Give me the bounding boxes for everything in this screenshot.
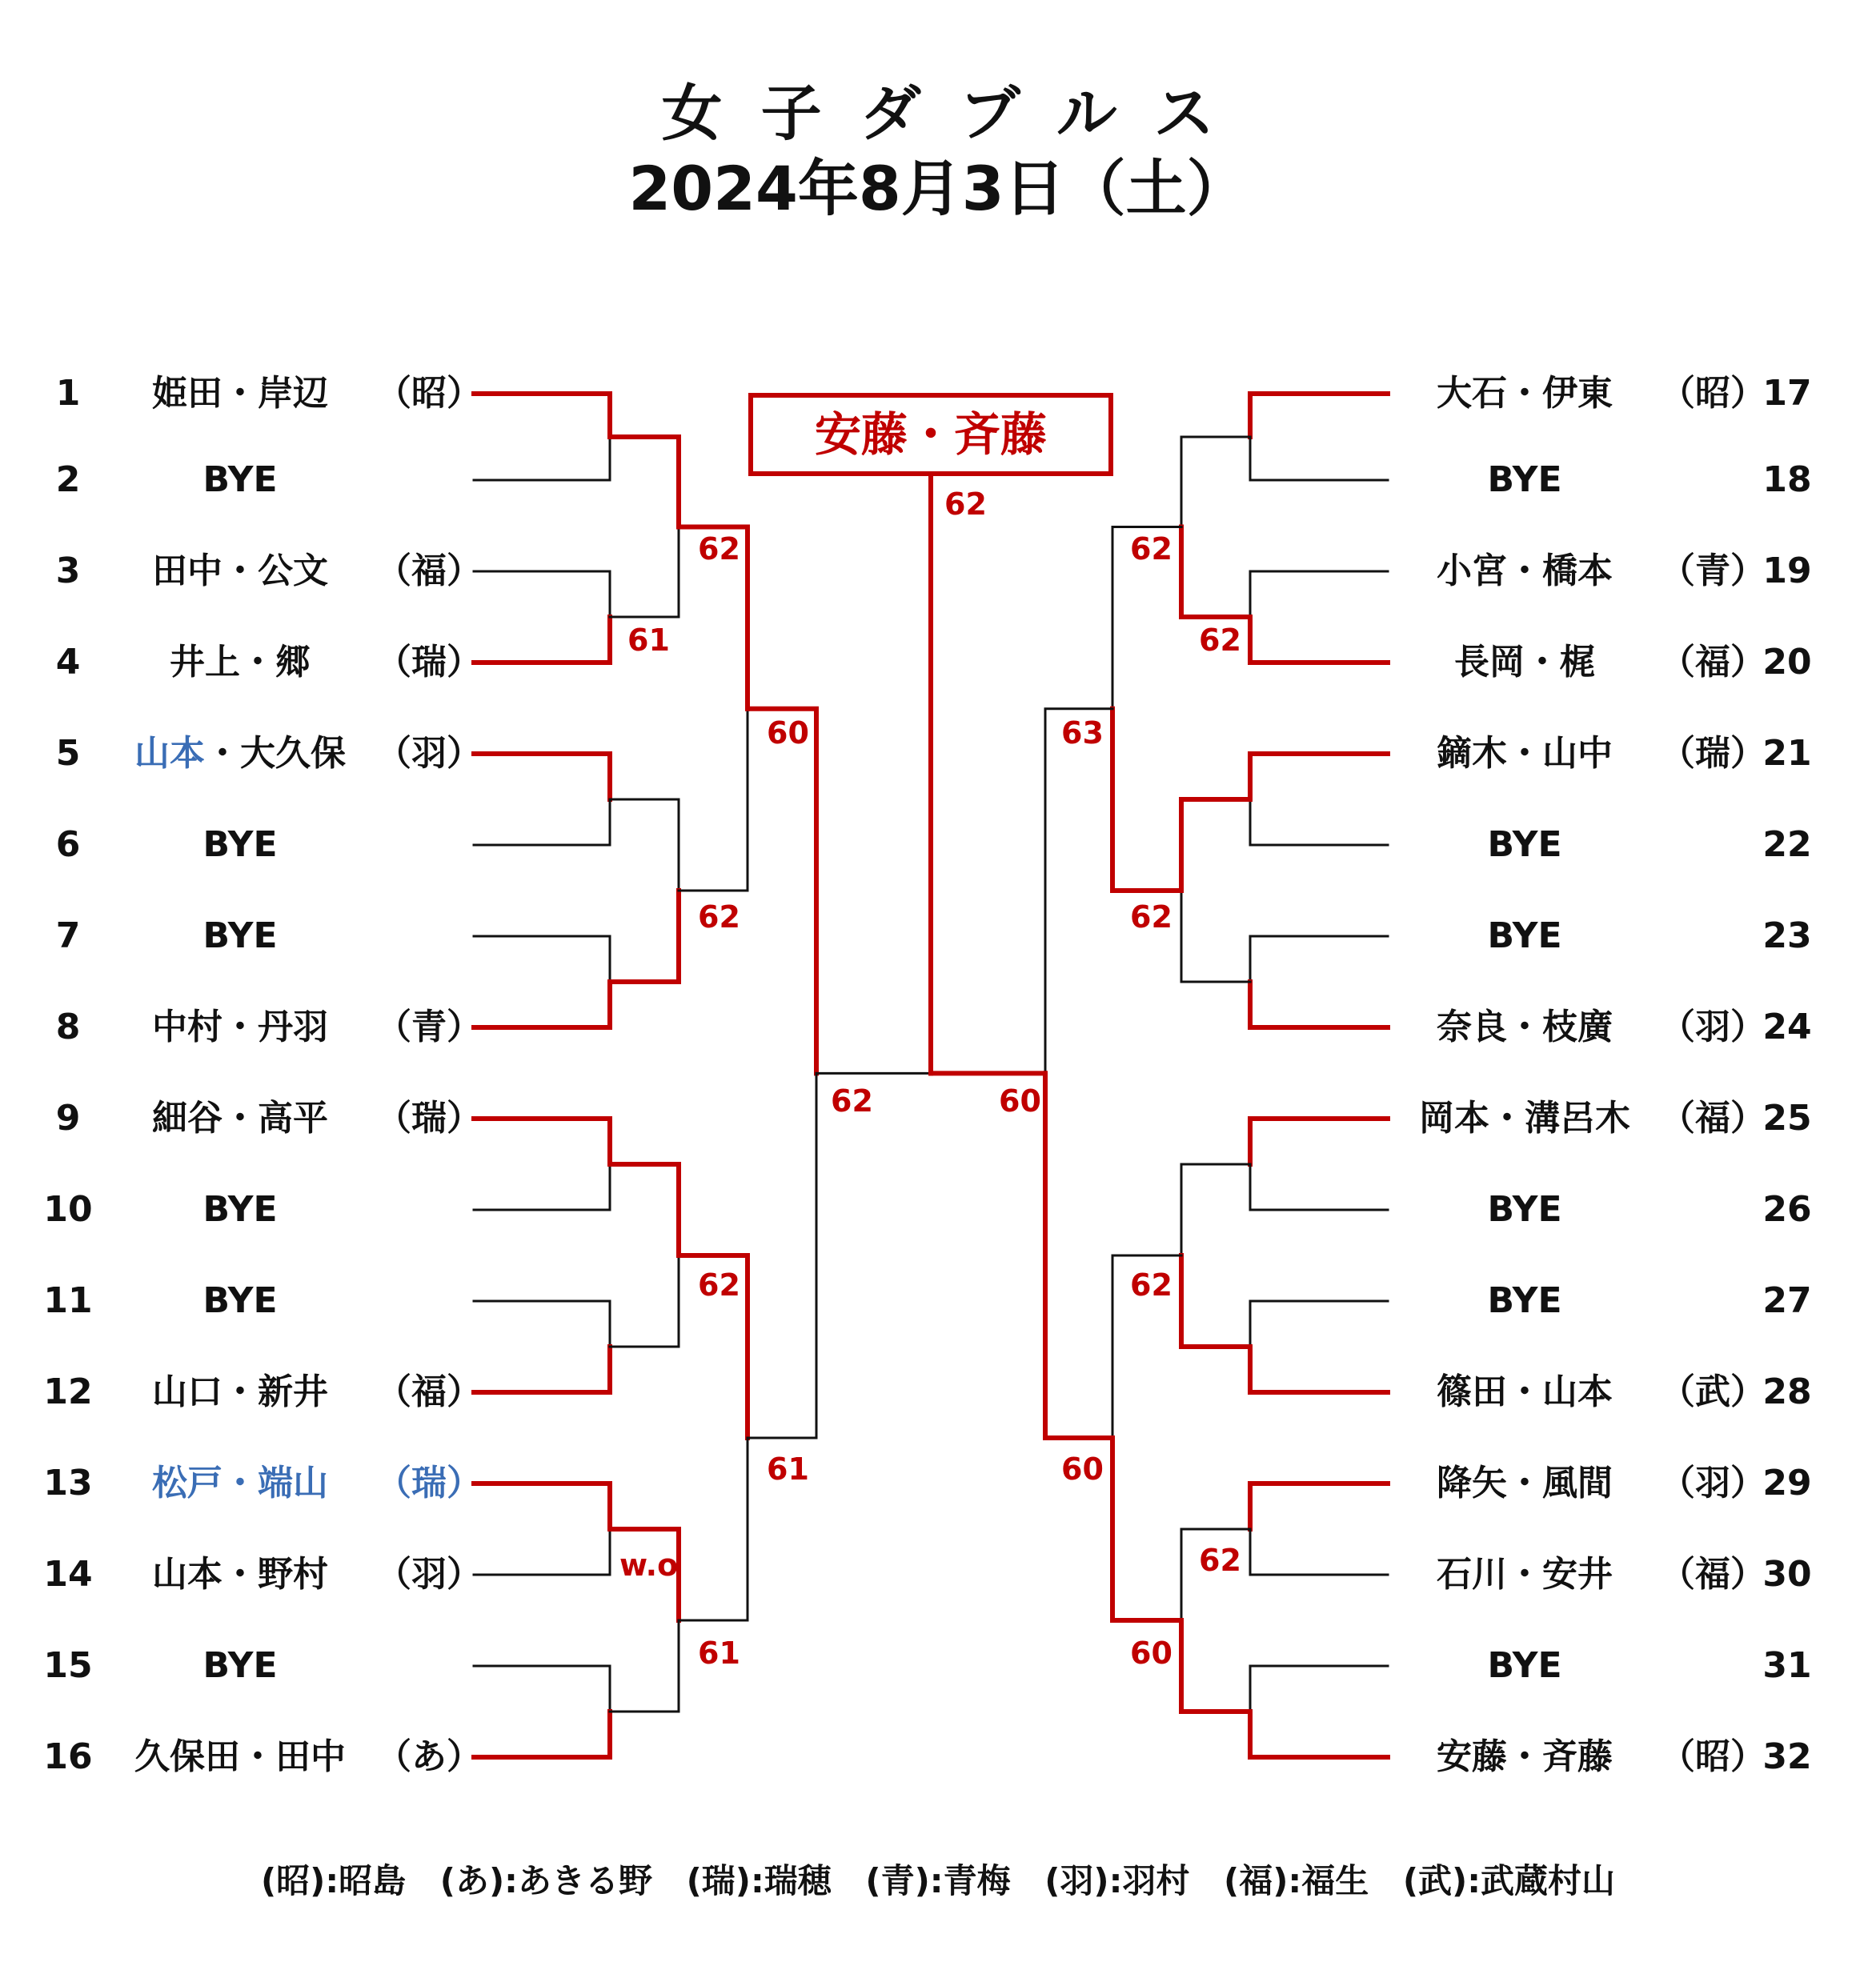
affiliation [1660, 912, 1756, 960]
seed-number: 19 [1762, 551, 1812, 591]
seed-number: 11 [43, 1280, 93, 1321]
bracket-line [474, 1529, 610, 1575]
player-names: 鏑木・山中 [1437, 733, 1613, 774]
score-label: 62 [1199, 623, 1241, 658]
legend-item: (青):青梅 [865, 1861, 1011, 1900]
affiliation: （福） [376, 551, 482, 591]
player-names: 山本・野村 [152, 1554, 328, 1595]
player-name-highlight: 山本 [134, 733, 205, 774]
player-names: 長岡・梶 [1454, 642, 1595, 683]
affiliation: （瑞） [376, 642, 482, 683]
affiliation: （瑞） [376, 1098, 482, 1139]
affiliation [1660, 456, 1756, 504]
player-names: BYE [202, 915, 278, 956]
bracket-line [1250, 437, 1388, 480]
bracket-line [610, 799, 679, 891]
player-names: 篠田・山本 [1437, 1371, 1613, 1412]
score-label: 62 [698, 899, 740, 935]
score-label: 62 [1130, 531, 1172, 567]
player-names: 松戸・端山 [152, 1463, 328, 1504]
affiliation [1660, 1186, 1756, 1234]
score-label: 61 [627, 623, 670, 658]
bracket-line [1250, 1164, 1388, 1210]
seed-number: 31 [1762, 1645, 1812, 1686]
seed-number: 18 [1762, 459, 1812, 500]
seed-number: 10 [43, 1189, 93, 1230]
affiliation: （福） [1660, 1554, 1766, 1595]
score-label: 62 [1199, 1543, 1241, 1578]
player-names: 小宮・橋本 [1437, 551, 1613, 591]
legend-item: (福):福生 [1224, 1861, 1369, 1900]
seed-number: 2 [55, 459, 81, 500]
player-names: BYE [202, 1189, 278, 1230]
score-label: 62 [944, 486, 987, 522]
affiliation-legend [0, 1855, 1876, 1903]
winner-path [1250, 1119, 1388, 1164]
score-label: 62 [698, 531, 740, 567]
seed-number: 27 [1762, 1280, 1812, 1321]
seed-number: 8 [55, 1007, 81, 1047]
seed-number: 9 [55, 1098, 81, 1139]
bracket-title: 女子ダブルス [661, 78, 1253, 149]
legend-item: (昭):昭島 [260, 1861, 407, 1900]
winner-path [1181, 1620, 1250, 1712]
seed-number: 22 [1762, 824, 1812, 865]
score-label: 62 [1130, 899, 1172, 935]
legend-item: (羽):羽村 [1044, 1861, 1190, 1900]
player-names: 井上・郷 [170, 642, 311, 683]
affiliation [1660, 1642, 1756, 1690]
bracket-line [474, 1301, 610, 1347]
player-names: BYE [1487, 1645, 1562, 1686]
bracket-line [1181, 437, 1250, 527]
bracket-line [1045, 709, 1112, 1074]
seed-number: 20 [1762, 642, 1812, 683]
seed-number: 5 [55, 733, 81, 774]
score-label: 60 [1061, 1451, 1104, 1487]
player-names: BYE [202, 824, 278, 865]
score-label: 63 [1061, 715, 1104, 751]
affiliation: （昭） [376, 373, 482, 414]
affiliation [1660, 1277, 1756, 1325]
seed-number: 23 [1762, 915, 1812, 956]
affiliation: （あ） [376, 1736, 482, 1777]
seed-number: 15 [43, 1645, 93, 1686]
bracket-line [1181, 891, 1250, 982]
seed-number: 30 [1762, 1554, 1812, 1595]
winner-path [1250, 1483, 1388, 1529]
winner-path [474, 1347, 610, 1392]
bracket-line [1250, 1301, 1388, 1347]
affiliation: （武） [1660, 1371, 1766, 1412]
seed-number: 13 [43, 1463, 93, 1504]
player-names: BYE [202, 1645, 278, 1686]
player-names: 石川・安井 [1437, 1554, 1613, 1595]
score-label: w.o [619, 1548, 679, 1583]
score-label: 62 [831, 1083, 873, 1119]
winner-path [1250, 982, 1388, 1027]
score-label: 60 [767, 715, 809, 751]
winner-path [474, 1119, 610, 1164]
player-names: BYE [1487, 1189, 1562, 1230]
player-names: BYE [1487, 824, 1562, 865]
seed-number: 14 [43, 1554, 93, 1595]
player-names: 降矢・風間 [1437, 1463, 1613, 1504]
winner-path [610, 1164, 679, 1255]
affiliation: （昭） [1660, 373, 1766, 414]
affiliation: （羽） [1660, 1463, 1766, 1504]
winner-path [1250, 754, 1388, 799]
bracket-line [748, 1073, 816, 1438]
winner-path [474, 1483, 610, 1529]
affiliation: （青） [1660, 551, 1766, 591]
seed-number: 28 [1762, 1371, 1812, 1412]
player-names: 奈良・枝廣 [1437, 1007, 1613, 1047]
seed-number: 1 [55, 373, 81, 414]
bracket-line [474, 936, 610, 982]
seed-number: 17 [1762, 373, 1812, 414]
winner-path [1112, 709, 1181, 891]
bracket-line [679, 1438, 748, 1620]
affiliation: （青） [376, 1007, 482, 1047]
bracket-line [1250, 571, 1388, 617]
affiliation: （福） [1660, 642, 1766, 683]
bracket-line [474, 571, 610, 617]
seed-number: 29 [1762, 1463, 1812, 1504]
player-names: 田中・公文 [152, 551, 328, 591]
winner-path [474, 617, 610, 663]
bracket-line [1250, 1666, 1388, 1712]
affiliation [376, 1186, 472, 1234]
legend-item: (あ):あきる野 [439, 1861, 652, 1900]
bracket-line [474, 799, 610, 845]
player-names: BYE [202, 459, 278, 500]
player-names: BYE [1487, 1280, 1562, 1321]
affiliation [376, 1642, 472, 1690]
player-names: BYE [1487, 459, 1562, 500]
player-names: 細谷・高平 [152, 1098, 328, 1139]
bracket-date: 2024年8月3日（土） [628, 153, 1248, 224]
affiliation: （瑞） [1660, 733, 1766, 774]
winner-path [610, 891, 679, 982]
bracket-line [1250, 936, 1388, 982]
player-names: 中村・丹羽 [152, 1007, 328, 1047]
affiliation: （福） [376, 1371, 482, 1412]
bracket-line [1250, 1529, 1388, 1575]
affiliation: （昭） [1660, 1736, 1766, 1777]
seed-number: 6 [55, 824, 81, 865]
score-label: 60 [999, 1083, 1041, 1119]
seed-number: 32 [1762, 1736, 1812, 1777]
seed-number: 21 [1762, 733, 1812, 774]
bracket-line [679, 709, 748, 891]
bracket-line [474, 1164, 610, 1210]
score-label: 61 [767, 1451, 809, 1487]
winner-path [1250, 1712, 1388, 1757]
player-name-rest: ・大久保 [205, 733, 346, 774]
bracket-line [1181, 1164, 1250, 1255]
score-label: 62 [698, 1267, 740, 1303]
seed-number: 3 [55, 551, 81, 591]
seed-number: 4 [55, 642, 81, 683]
winner-path [474, 754, 610, 799]
champion-box [748, 393, 1113, 476]
player-names: BYE [1487, 915, 1562, 956]
player-names: 姫田・岸辺 [152, 373, 328, 414]
bracket-line [610, 527, 679, 618]
winner-path [1250, 394, 1388, 437]
score-label: 62 [1130, 1267, 1172, 1303]
seed-number: 24 [1762, 1007, 1812, 1047]
affiliation [376, 821, 472, 869]
winner-path [748, 709, 816, 1074]
legend-item: (瑞):瑞穂 [686, 1861, 832, 1900]
legend-item: (武):武蔵村山 [1402, 1861, 1616, 1900]
affiliation [376, 456, 472, 504]
winner-path [1181, 527, 1250, 618]
seed-number: 7 [55, 915, 81, 956]
winner-path [610, 437, 679, 527]
winner-path [474, 1712, 610, 1757]
affiliation: （羽） [376, 1554, 482, 1595]
seed-number: 12 [43, 1371, 93, 1412]
winner-path [1250, 617, 1388, 663]
bracket-line [610, 1620, 679, 1712]
seed-number: 26 [1762, 1189, 1812, 1230]
affiliation: （福） [1660, 1098, 1766, 1139]
affiliation [376, 912, 472, 960]
winner-path [474, 982, 610, 1027]
winner-path [1112, 1438, 1181, 1620]
player-names: BYE [202, 1280, 278, 1321]
player-names [104, 730, 376, 778]
player-names: 安藤・斉藤 [1437, 1736, 1613, 1777]
winner-path [1181, 799, 1250, 891]
winner-path [1250, 1347, 1388, 1392]
winner-path [474, 394, 610, 437]
winner-path [1181, 1255, 1250, 1347]
winner-path [1045, 1073, 1112, 1438]
seed-number: 25 [1762, 1098, 1812, 1139]
bracket-line [474, 1666, 610, 1712]
affiliation: （瑞） [376, 1463, 482, 1504]
champion-name: 安藤・斉藤 [814, 407, 1047, 462]
player-names: 久保田・田中 [134, 1736, 346, 1777]
affiliation [1660, 821, 1756, 869]
player-names: 大石・伊東 [1437, 373, 1613, 414]
bracket-line [1250, 799, 1388, 845]
bracket-line [474, 437, 610, 480]
affiliation [376, 1277, 472, 1325]
score-label: 61 [698, 1636, 740, 1671]
seed-number: 16 [43, 1736, 93, 1777]
bracket-line [610, 1255, 679, 1347]
player-names: 岡本・溝呂木 [1419, 1098, 1630, 1139]
score-label: 60 [1130, 1636, 1172, 1671]
affiliation: （羽） [1660, 1007, 1766, 1047]
affiliation: （羽） [376, 733, 482, 774]
player-names: 山口・新井 [152, 1371, 328, 1412]
